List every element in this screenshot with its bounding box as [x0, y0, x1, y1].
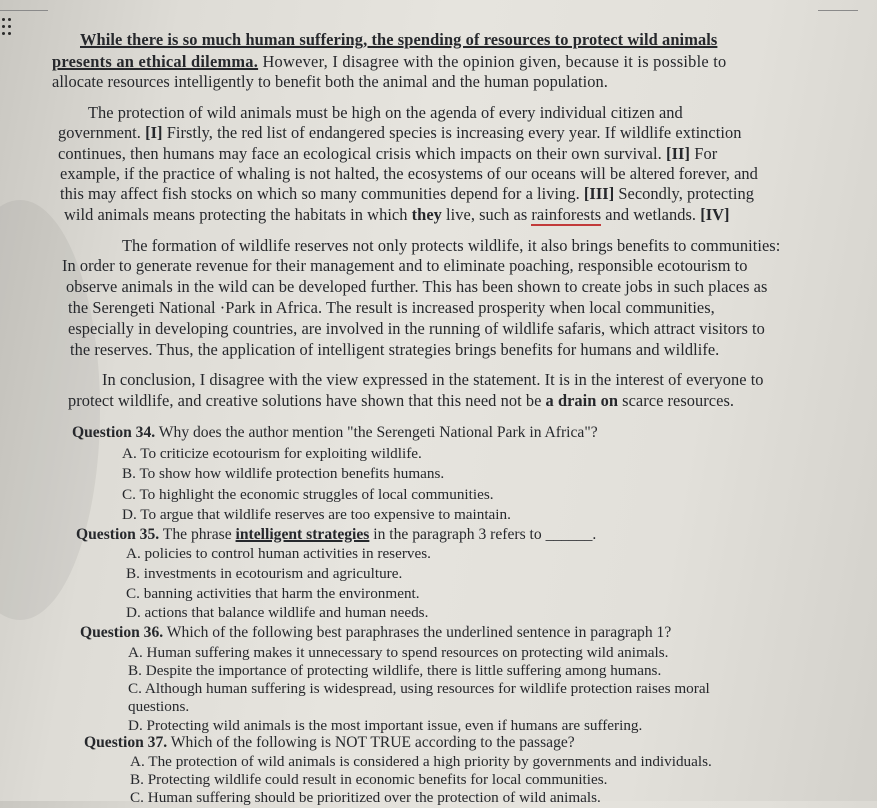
passage-text-segment: continues, then humans may face an ecological crisis which impacts on their own survival.: [58, 144, 667, 163]
passage-text-segment: [III]: [583, 184, 615, 203]
top-rule-left: [0, 10, 48, 11]
passage-p2-line: [60, 164, 758, 184]
question-35-option[interactable]: A. policies to control human activities in reserves.: [126, 545, 431, 562]
passage-text-segment: The protection of wild animals must be high on the agenda of every individual citizen and: [88, 103, 683, 122]
passage-text-segment: In conclusion, I disagree with the view expressed in the statement. It is in the interest of everyone to: [102, 370, 764, 389]
passage-text-segment: Secondly, protecting: [614, 184, 754, 203]
passage-text-segment: allocate resources intelligently to benefit both the animal and the human population.: [52, 72, 608, 91]
passage-p3-line: [68, 298, 715, 318]
passage-p2-line: [88, 103, 683, 123]
passage-p2-line: [64, 205, 730, 225]
question-37-option[interactable]: C. Human suffering should be prioritized over the protection of wild animals.: [130, 789, 601, 806]
passage-text-segment: they: [411, 205, 442, 224]
question-36-option[interactable]: B. Despite the importance of protecting wildlife, there is little suffering among humans.: [128, 662, 662, 679]
passage-text-segment: the Serengeti National ·Park in Africa. The result is increased prosperity when local communities,: [68, 298, 715, 317]
question-36-option[interactable]: D. Protecting wild animals is the most important issue, even if humans are suffering.: [128, 717, 643, 734]
passage-p3-line: [70, 340, 719, 360]
passage-text-segment: The formation of wildlife reserves not only protects wildlife, it also brings benefits to communities:: [122, 236, 781, 255]
question-34-option[interactable]: D. To argue that wildlife reserves are too expensive to maintain.: [122, 506, 511, 523]
passage-p2-line: [60, 184, 754, 204]
question-37-option[interactable]: A. The protection of wild animals is considered a high priority by governments and individuals.: [130, 753, 712, 770]
question-text: Why does the author mention "the Serengeti National Park in Africa"?: [155, 424, 598, 441]
question-label: Question 34.: [72, 424, 156, 441]
question-35-option[interactable]: B. investments in ecotourism and agriculture.: [126, 565, 403, 582]
passage-p1-line: [52, 52, 727, 72]
passage-p1-line: [80, 30, 717, 50]
passage-p3-line: [66, 277, 767, 297]
passage-text-segment: While there is so much human suffering, the spending of resources to protect wild animals: [80, 30, 718, 49]
passage-text-segment: a drain on: [545, 391, 619, 410]
question-35-option[interactable]: C. banning activities that harm the environment.: [126, 585, 420, 602]
question-34-option[interactable]: C. To highlight the economic struggles of local communities.: [122, 486, 494, 503]
passage-text-segment: [II]: [666, 144, 691, 163]
question-phrase: intelligent strategies: [235, 526, 370, 543]
passage-p3-line: [62, 256, 748, 276]
passage-text-segment: scarce resources.: [618, 391, 735, 410]
passage-text-segment: live, such as: [441, 205, 532, 224]
question-text: The phrase: [159, 526, 236, 543]
top-rule-right: [818, 10, 858, 11]
passage-p4-line: [102, 370, 764, 390]
passage-text-segment: presents an ethical dilemma.: [52, 52, 259, 71]
question-text: Which of the following best paraphrases the underlined sentence in paragraph 1?: [163, 624, 672, 641]
passage-text-segment: the reserves. Thus, the application of intelligent strategies brings benefits for humans and wildlife.: [70, 340, 720, 359]
passage-text-segment: wild animals means protecting the habitats in which: [64, 205, 412, 224]
passage-p3-line: [122, 236, 780, 256]
passage-p4-line: [68, 391, 734, 411]
passage-p3-line: [68, 319, 765, 339]
passage-text-segment: [I]: [145, 123, 163, 142]
question-label: Question 36.: [80, 624, 164, 641]
question-label: Question 37.: [84, 734, 168, 751]
question-text: Which of the following is NOT TRUE according to the passage?: [167, 734, 575, 751]
question-37-option[interactable]: B. Protecting wildlife could result in economic benefits for local communities.: [130, 771, 608, 788]
question-34-option[interactable]: B. To show how wildlife protection benefits humans.: [122, 465, 445, 482]
question-36-stem: [80, 623, 671, 643]
question-36-option[interactable]: C. Although human suffering is widespread, using resources for wildlife protection raises moral: [128, 680, 710, 697]
question-35-option[interactable]: D. actions that balance wildlife and human needs.: [126, 604, 429, 621]
passage-text-segment: Firstly, the red list of endangered species is increasing every year. If wildlife extinction: [162, 123, 742, 142]
passage-text-segment: For: [690, 144, 718, 163]
question-text: in the paragraph 3 refers to ______.: [369, 526, 597, 543]
passage-p2-line: [58, 123, 741, 143]
passage-text-segment: and wetlands.: [601, 205, 701, 224]
passage-text-segment: example, if the practice of whaling is not halted, the ecosystems of our oceans will be altered forever, and: [60, 164, 758, 183]
passage-text-segment: In order to generate revenue for their management and to eliminate poaching, responsible ecotourism to: [62, 256, 748, 275]
passage-text-segment: However, I disagree with the opinion given, because it is possible to: [258, 52, 727, 71]
question-label: Question 35.: [76, 526, 160, 543]
passage-text-segment: especially in developing countries, are involved in the running of wildlife safaris, which attract visitors to: [68, 319, 765, 338]
passage-text-segment: rainforests: [531, 205, 602, 224]
question-36-option[interactable]: A. Human suffering makes it unnecessary to spend resources on protecting wild animals.: [128, 644, 669, 661]
question-34-option[interactable]: A. To criticize ecotourism for exploiting wildlife.: [122, 445, 422, 462]
question-34-stem: [72, 423, 598, 443]
passage-text-segment: this may affect fish stocks on which so many communities depend for a living.: [60, 184, 584, 203]
passage-p1-line: [52, 72, 608, 92]
question-35-stem: [76, 525, 596, 545]
passage-text-segment: government.: [58, 123, 146, 142]
passage-text-segment: [IV]: [700, 205, 730, 224]
question-37-stem: [84, 733, 575, 753]
margin-dots: [2, 18, 16, 38]
question-36-option[interactable]: questions.: [128, 698, 190, 715]
passage-p2-line: [58, 144, 717, 164]
passage-text-segment: protect wildlife, and creative solutions have shown that this need not be: [68, 391, 546, 410]
passage-text-segment: observe animals in the wild can be developed further. This has been shown to create jobs in such places as: [66, 277, 768, 296]
